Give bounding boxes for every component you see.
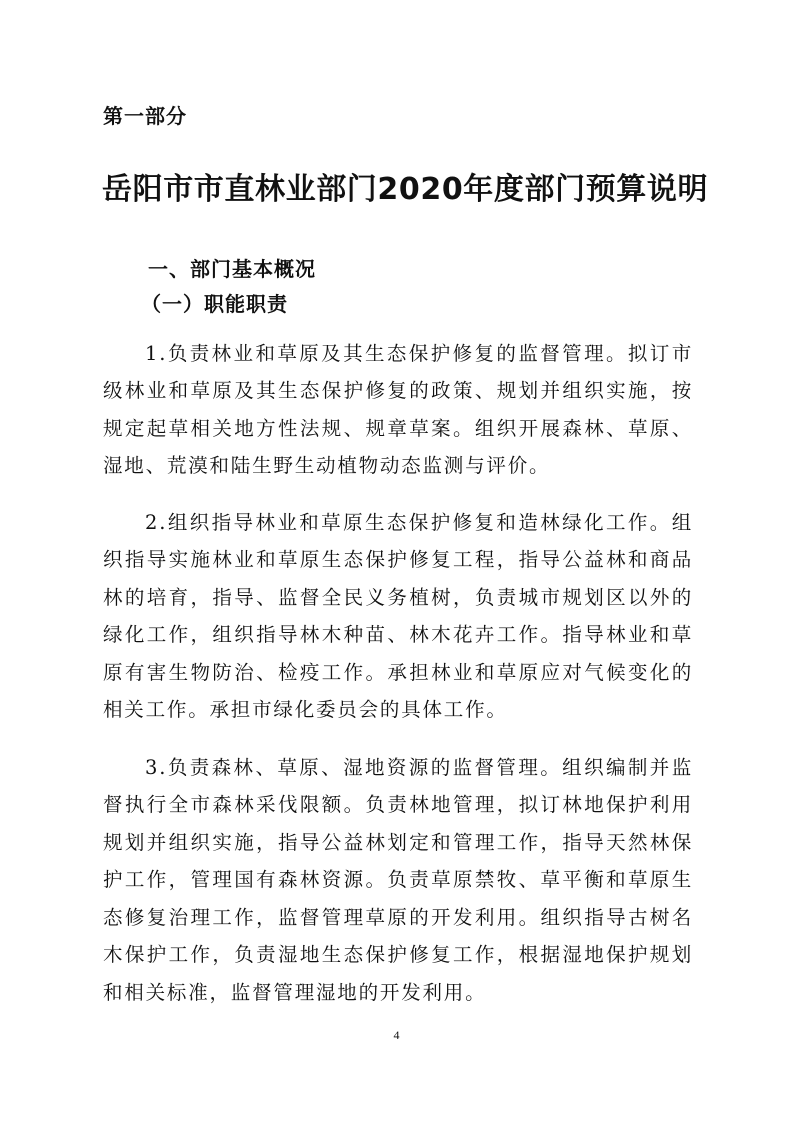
part-label: 第一部分 [103, 104, 187, 128]
paragraph-duty-1: 1.负责林业和草原及其生态保护修复的监督管理。拟订市级林业和草原及其生态保护修复的政策、规划并组织实施，按规定起草相关地方性法规、规章草案。组织开展森林、草原、湿地、荒漠和陆生野生动植物动态监测与评价。 [103, 341, 693, 478]
document-title: 岳阳市市直林业部门2020年度部门预算说明 [102, 172, 709, 207]
subsection-heading: （一）职能职责 [141, 292, 288, 316]
section-heading: 一、部门基本概况 [148, 257, 316, 281]
paragraph-duty-2: 2.组织指导林业和草原生态保护修复和造林绿化工作。组织指导实施林业和草原生态保护修复工程，指导公益林和商品林的培育，指导、监督全民义务植树，负责城市规划区以外的绿化工作，组织指导林木种苗、林木花卉工作。指导林业和草原有害生物防治、检疫工作。承担林业和草原应对气候变化的相关工作。承担市绿化委员会的具体工作。 [103, 510, 693, 722]
page-number: 4 [393, 1028, 400, 1042]
paragraph-duty-3: 3.负责森林、草原、湿地资源的监督管理。组织编制并监督执行全市森林采伐限额。负责林地管理，拟订林地保护利用规划并组织实施，指导公益林划定和管理工作，指导天然林保护工作，管理国有森林资源。负责草原禁牧、草平衡和草原生态修复治理工作，监督管理草原的开发利用。组织指导古树名木保护工作，负责湿地生态保护修复工作，根据湿地保护规划和相关标准，监督管理湿地的开发利用。 [103, 755, 693, 1005]
